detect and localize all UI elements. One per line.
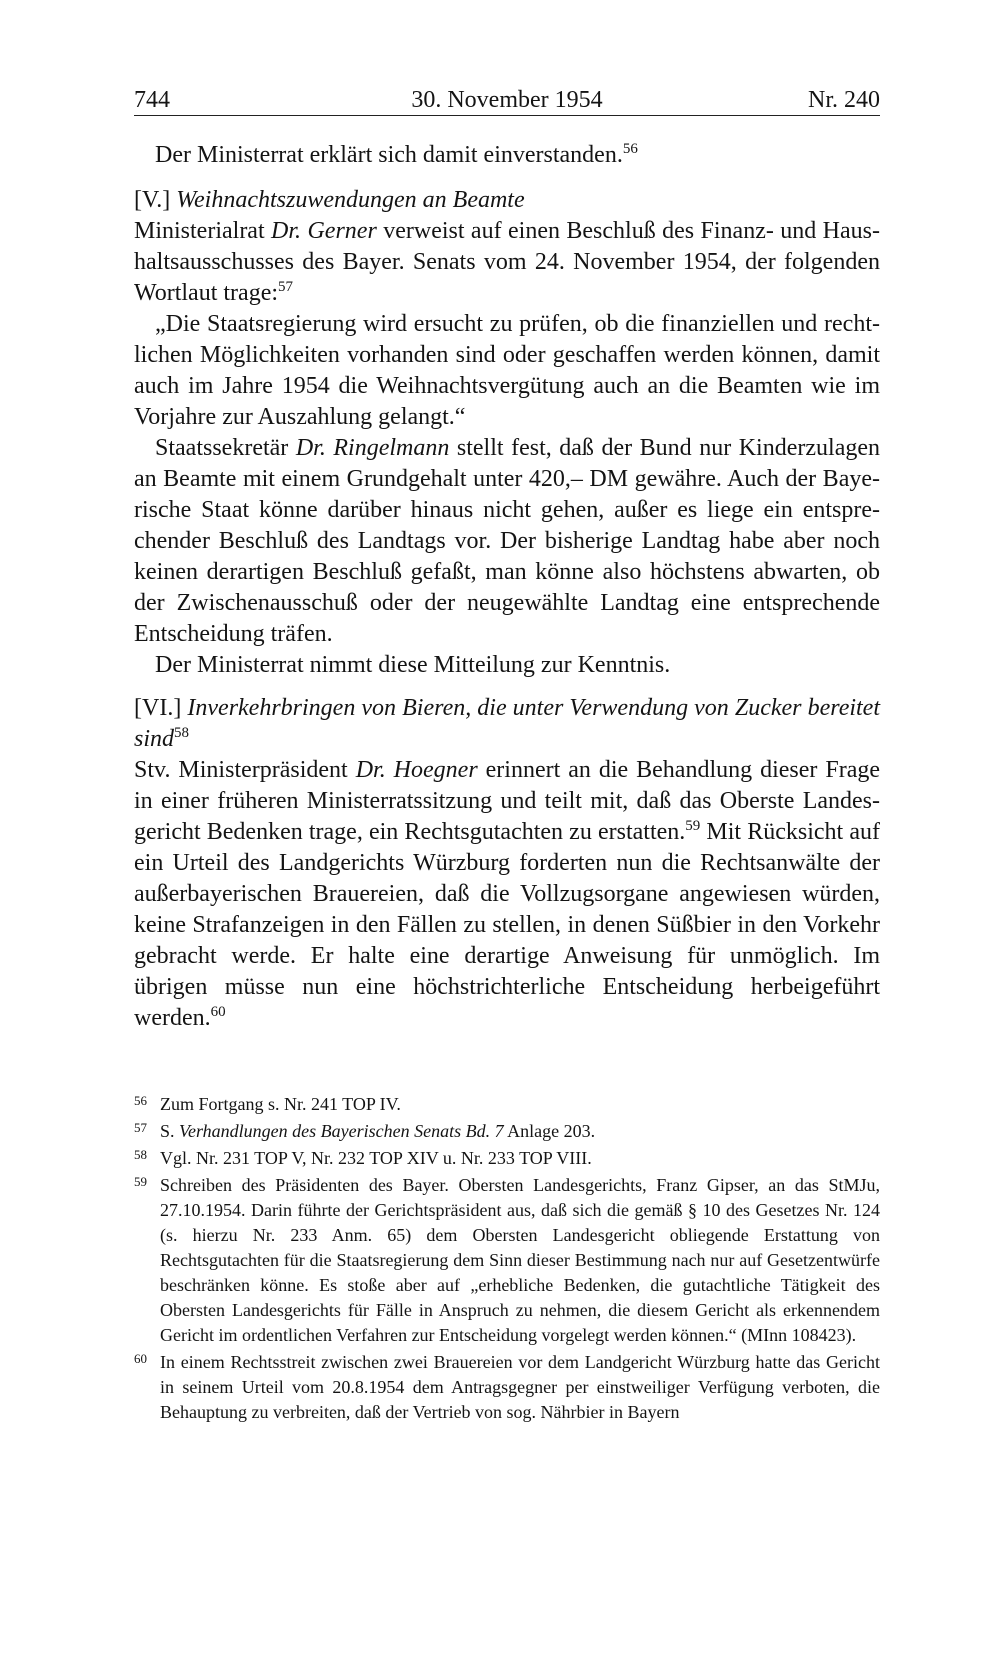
footnote-mark: 58 bbox=[134, 1147, 147, 1162]
footnote-mark: 59 bbox=[134, 1174, 147, 1189]
footnote-58: 58 Vgl. Nr. 231 TOP V, Nr. 232 TOP XIV u. Nr. 233 TOP VIII. bbox=[134, 1146, 880, 1171]
paragraph-ringelmann: Staatssekretär Dr. Ringelmann stellt fest, daß der Bund nur Kinderzulagen an Beamte mit einem Grundgehalt unter 420,– DM gewähre. Auch der Bayerische Staat könne darüber hinaus nicht gehen, außer es liege ein entsprechender Beschluß des Landtags vor. Der bisherige Landtag habe aber noch keinen derartigen Beschluß gefaßt, man könne also höchstens abwarten, ob der Zwischenausschuß oder der neugewählte Landtag eine entsprechende Entscheidung träfen. bbox=[134, 435, 880, 647]
page-number: 744 bbox=[134, 87, 170, 113]
footnote-ref-57[interactable]: 57 bbox=[278, 279, 294, 295]
paragraph-gerner: Ministerialrat Dr. Gerner verweist auf einen Beschluß des Finanz- und Haushaltsausschusses des Bayer. Senats vom 24. November 1954, der folgenden Wortlaut trage:$^{57}$ bbox=[134, 218, 880, 306]
footnote-60: 60 In einem Rechtsstreit zwischen zwei Brauereien vor dem Landgericht Würzburg hatte das Gericht in seinem Urteil vom 20.8.1954 dem Antragsgegner per einstweiliger Verfügung verboten, die Behauptung zu verbreiten, daß der Vertrieb von sog. Nährbier in Bayern bbox=[134, 1350, 880, 1425]
section-title: Weihnachtszuwendungen an Beamte bbox=[176, 187, 525, 213]
person-name: Dr. Hoegner bbox=[355, 757, 478, 783]
section-heading-vi bbox=[134, 693, 880, 755]
footnote-ref-60[interactable]: 60 bbox=[210, 1004, 226, 1020]
paragraph-quote: „Die Staatsregierung wird ersucht zu prüfen, ob die finanziellen und rechtlichen Möglichkeiten vorhanden sind oder geschaffen werden können, damit auch im Jahre 1954 die Weihnachtsvergütung auch an die Beamten wie im Vorjahre zur Auszahlung gelangt.“ bbox=[134, 311, 880, 430]
footnotes bbox=[134, 1092, 880, 1427]
paragraph-hoegner: Stv. Ministerpräsident Dr. Hoegner erinnert an die Behandlung dieser Frage in einer früheren Ministerratssitzung und teilt mit, daß das Oberste Landesgericht Bedenken trage, ein Rechtsgutachten zu erstatten.$^{59}$ Mit Rücksicht auf ein Urteil des Landgerichts Würzburg forderten nun die Rechtsanwälte der außerbayerischen Brauereien, daß die Vollzugsorgane angewiesen würden, keine Strafanzeigen in den Fällen zu stellen, in denen Süßbier in den Vorkehr gebracht werde. Er halte eine derartige Anweisung für unmöglich. Im übrigen müsse nun eine höchstrichterliche Entscheidung herbeigeführt werden.$^{60}$ bbox=[134, 757, 881, 1031]
footnote-mark: 56 bbox=[134, 1093, 147, 1108]
section-heading-v bbox=[134, 185, 880, 216]
section-title: Inverkehrbringen von Bieren, die unter Verwendung von Zucker bereitet sind bbox=[134, 695, 881, 752]
footnote-ref-56[interactable]: 56 bbox=[622, 141, 638, 157]
paragraph-consent: Der Ministerrat erklärt sich damit einverstanden.$^{56}$ bbox=[155, 141, 638, 168]
main-text bbox=[134, 140, 880, 1034]
section-number: [VI.] bbox=[134, 695, 182, 721]
person-name: Dr. Gerner bbox=[271, 218, 377, 244]
footnote-57: 57 S. Verhandlungen des Bayerischen Senats Bd. 7 Anlage 203. bbox=[134, 1119, 880, 1144]
header-rule bbox=[134, 115, 880, 116]
footnote-56: 56 Zum Fortgang s. Nr. 241 TOP IV. bbox=[134, 1092, 880, 1117]
footnote-mark: 60 bbox=[134, 1351, 147, 1366]
footnote-ref-59[interactable]: 59 bbox=[685, 818, 701, 834]
footnote-ref-58[interactable]: 58 bbox=[174, 725, 190, 741]
footnote-mark: 57 bbox=[134, 1120, 147, 1135]
document-number: Nr. 240 bbox=[808, 87, 880, 113]
paragraph-acknowledged: Der Ministerrat nimmt diese Mitteilung zur Kenntnis. bbox=[155, 652, 671, 678]
header-date: 30. November 1954 bbox=[411, 87, 603, 113]
footnote-59: 59 Schreiben des Präsidenten des Bayer. Obersten Landesgerichts, Franz Gipser, an das StMJu, 27.10.1954. Darin führte der Gerichtspräsident aus, daß sich die gemäß § 10 des Gesetzes Nr. 124 (s. hierzu Nr. 233 Anm. 65) dem Obersten Landesgericht obliegende Erstattung von Rechtsgutachten für die Staatsregierung dem Sinn dieser Bestimmung nach nur auf Gesetzentwürfe beschränken könne. Es stoße aber auf „erhebliche Bedenken, die gutachtliche Tätigkeit des Obersten Landesgerichts für Fälle in Anspruch zu nehmen, die diesem Gericht als erkennendem Gericht im ordentlichen Verfahren zur Entscheidung vorgelegt werden können.“ (MInn 108423). bbox=[134, 1173, 880, 1348]
page-header bbox=[134, 82, 880, 118]
section-number: [V.] bbox=[134, 187, 171, 213]
person-name: Dr. Ringelmann bbox=[295, 435, 450, 461]
